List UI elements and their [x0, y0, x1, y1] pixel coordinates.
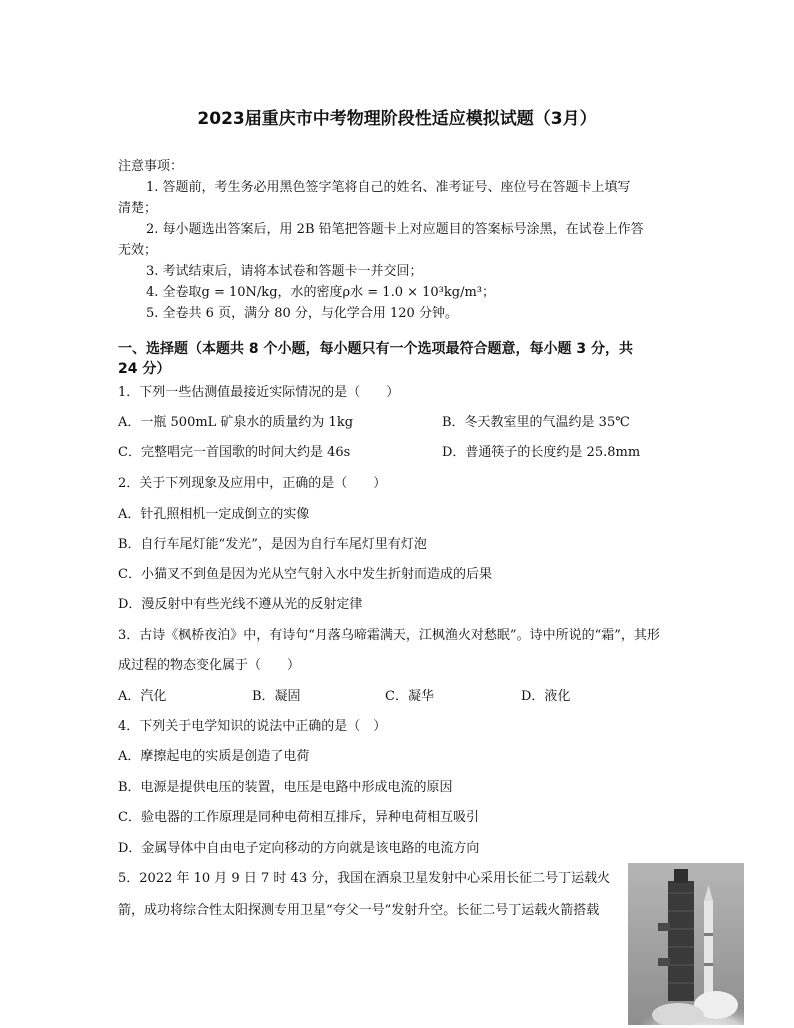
question-2-option-d: D．漫反射中有些光线不遵从光的反射定律 [118, 597, 363, 612]
notice-item-2-line-2: 无效； [118, 243, 158, 258]
question-1-option-b: B．冬天教室里的气温约是 35℃ [442, 415, 630, 430]
rocket-launch-illustration [628, 863, 744, 1025]
question-1-option-a: A．一瓶 500mL 矿泉水的质量约为 1kg [118, 415, 354, 430]
question-3-option-b: B．凝固 [252, 689, 301, 704]
question-4-option-a: A．摩擦起电的实质是创造了电荷 [118, 749, 310, 764]
question-3-option-c: C．凝华 [385, 689, 434, 704]
notice-item-5: 5. 全卷共 6 页，满分 80 分，与化学合用 120 分钟。 [146, 306, 458, 321]
notice-item-4: 4. 全卷取g = 10N/kg，水的密度ρ水 = 1.0 × 10³kg/m³； [146, 285, 496, 300]
question-1-stem: 1．下列一些估测值最接近实际情况的是（ ） [118, 385, 400, 400]
question-3-option-a: A．汽化 [118, 689, 167, 704]
question-4-stem: 4．下列关于电学知识的说法中正确的是（ ） [118, 719, 387, 734]
question-2-stem: 2．关于下列现象及应用中，正确的是（ ） [118, 476, 387, 491]
question-4-option-b: B．电源是提供电压的装置，电压是电路中形成电流的原因 [118, 780, 453, 795]
question-2-option-a: A．针孔照相机一定成倒立的实像 [118, 507, 310, 522]
question-4-option-d: D．金属导体中自由电子定向移动的方向就是该电路的电流方向 [118, 841, 480, 856]
question-3-stem-line-2: 成过程的物态变化属于（ ） [118, 658, 301, 673]
notice-item-1-line-1: 1. 答题前，考生务必用黑色签字笔将自己的姓名、准考证号、座位号在答题卡上填写 [146, 180, 631, 195]
question-2-option-c: C．小猫叉不到鱼是因为光从空气射入水中发生折射而造成的后果 [118, 567, 492, 582]
notice-item-1-line-2: 清楚； [118, 201, 158, 216]
page-title: 2023届重庆市中考物理阶段性适应模拟试题（3月） [197, 109, 597, 129]
notice-item-2-line-1: 2. 每小题选出答案后，用 2B 铅笔把答题卡上对应题目的答案标号涂黑，在试卷上作答 [146, 222, 644, 237]
question-3-stem-line-1: 3．古诗《枫桥夜泊》中，有诗句“月落乌啼霜满天，江枫渔火对愁眠”。诗中所说的“霜”，其形 [118, 628, 660, 643]
question-1-option-c: C．完整唱完一首国歌的时间大约是 46s [118, 445, 351, 460]
rocket-launch-photo [628, 863, 744, 1025]
question-1-option-d: D．普通筷子的长度约是 25.8mm [442, 445, 641, 460]
question-4-option-c: C．验电器的工作原理是同种电荷相互排斥，异种电荷相互吸引 [118, 810, 479, 825]
question-5-stem-line-1: 5．2022 年 10 月 9 日 7 时 43 分，我国在酒泉卫星发射中心采用长征二号丁运载火 [118, 871, 611, 886]
question-5-stem-line-2: 箭，成功将综合性太阳探测专用卫星“夸父一号”发射升空。长征二号丁运载火箭搭载 [118, 903, 600, 918]
notice-heading: 注意事项： [118, 159, 184, 174]
notice-item-3: 3. 考试结束后，请将本试卷和答题卡一并交回； [146, 264, 423, 279]
section-1-heading-line-2: 24 分） [118, 361, 171, 377]
section-1-heading-line-1: 一、选择题（本题共 8 个小题，每小题只有一个选项最符合题意，每小题 3 分，共 [118, 341, 633, 357]
question-3-option-d: D．液化 [521, 689, 571, 704]
question-2-option-b: B．自行车尾灯能“发光”，是因为自行车尾灯里有灯泡 [118, 537, 427, 552]
